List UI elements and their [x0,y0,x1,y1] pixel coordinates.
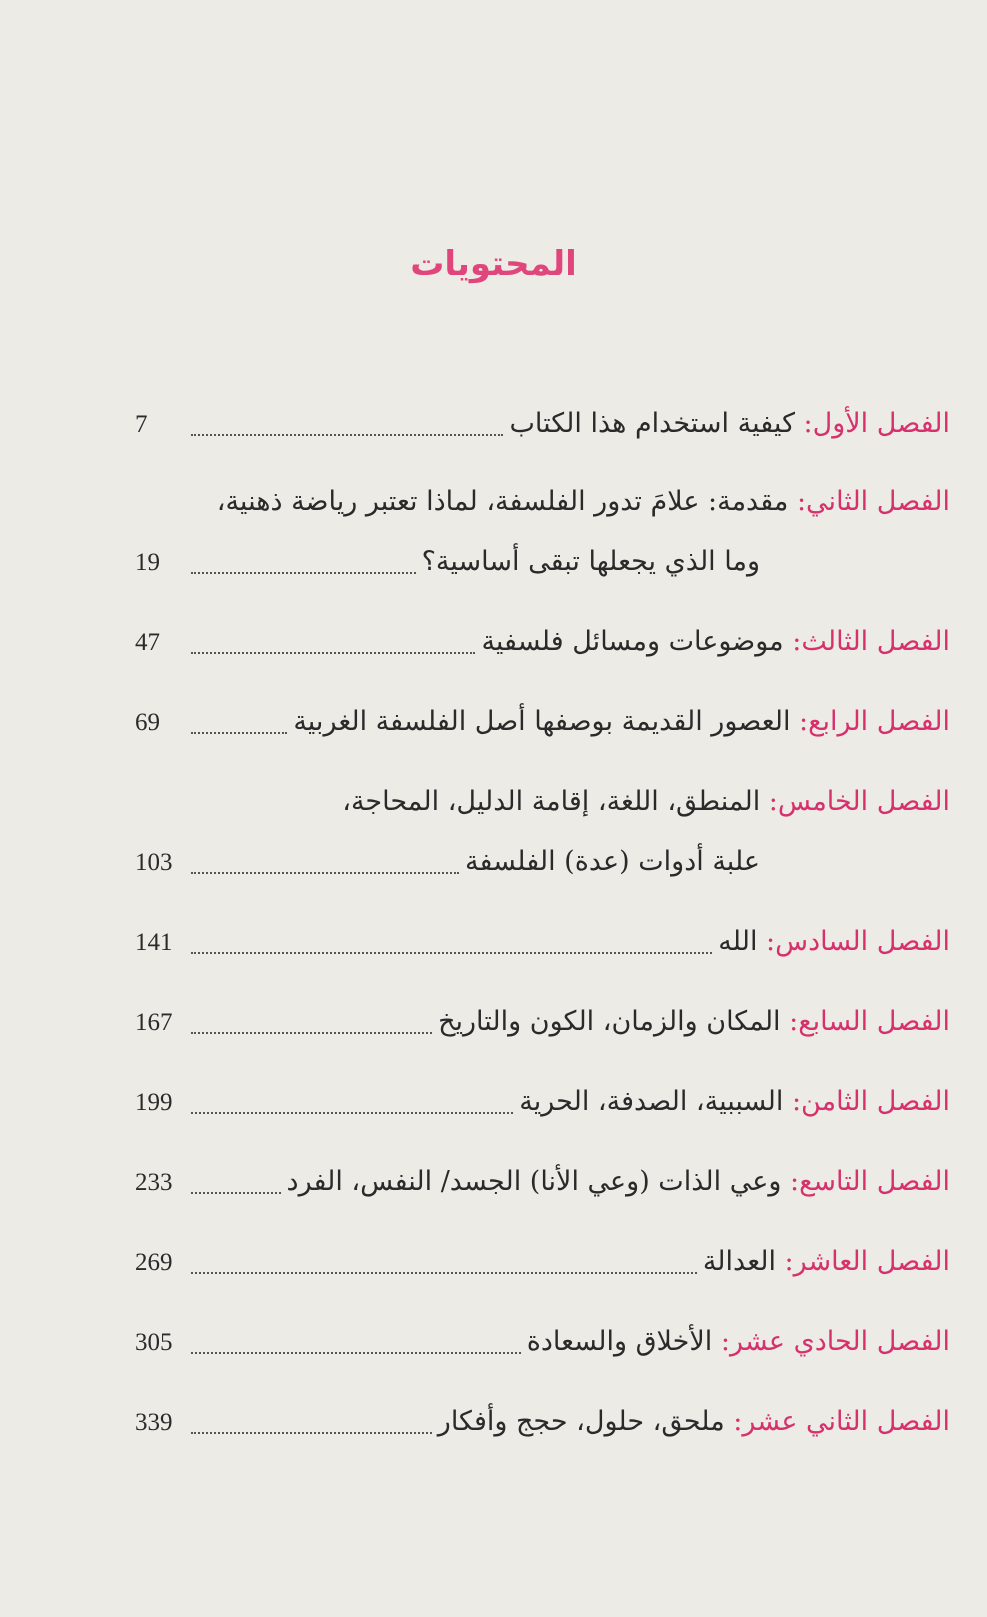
page-number: 103 [135,849,173,876]
chapter-title: العدالة [702,1246,776,1277]
dot-leader [191,1272,697,1274]
chapter-title: الله [718,926,758,957]
toc-entry-10[interactable]: 269 الفصل العاشر: العدالة [135,1238,950,1286]
chapter-title-continued: وما الذي يجعلها تبقى أساسية؟ [421,546,760,577]
page-number: 305 [135,1329,173,1356]
chapter-label: الفصل السادس [775,926,950,957]
page-number: 47 [135,629,160,656]
toc-entry-6[interactable]: 141 الفصل السادس: الله [135,918,950,966]
toc-entry-9[interactable]: 233 الفصل التاسع: وعي الذات (وعي الأنا) الجسد/ النفس، الفرد [135,1158,950,1206]
page-number: 233 [135,1169,173,1196]
toc-entry-4[interactable]: 69 الفصل الرابع: العصور القديمة بوصفها أصل الفلسفة الغربية [135,698,950,746]
chapter-title: موضوعات ومسائل فلسفية [481,626,784,657]
chapter-title: ملحق، حلول، حجج وأفكار [437,1406,725,1437]
page-number: 199 [135,1089,173,1116]
toc-entry-11[interactable]: 305 الفصل الحادي عشر: الأخلاق والسعادة [135,1318,950,1366]
chapter-label: الفصل الثالث [801,626,950,657]
toc-entry-1[interactable]: 7 الفصل الأول: كيفية استخدام هذا الكتاب [135,400,950,448]
chapter-title: المكان والزمان، الكون والتاريخ [438,1006,781,1037]
chapter-title: مقدمة: علامَ تدور الفلسفة، لماذا تعتبر رياضة ذهنية، [216,486,789,517]
dot-leader [191,1192,281,1194]
chapter-label: الفصل الثاني عشر [742,1406,950,1437]
page-number: 7 [135,411,148,438]
toc-entry-12[interactable]: 339 الفصل الثاني عشر: ملحق، حلول، حجج وأفكار [135,1398,950,1446]
toc-entry-3[interactable]: 47 الفصل الثالث: موضوعات ومسائل فلسفية [135,618,950,666]
dot-leader [191,572,416,574]
chapter-label: الفصل الأول [812,408,950,439]
dot-leader [191,652,475,654]
toc-entry-2[interactable]: الفصل الثاني: مقدمة: علامَ تدور الفلسفة، لماذا تعتبر رياضة ذهنية، 19 وما الذي يجعلها تبقى أساسية؟ [135,478,950,586]
toc-entry-5[interactable]: الفصل الخامس: المنطق، اللغة، إقامة الدليل، المحاجة، 103 علبة أدوات (عدة) الفلسفة [135,778,950,886]
chapter-label: الفصل الرابع [808,706,950,737]
toc-entry-8[interactable]: 199 الفصل الثامن: السببية، الصدفة، الحرية [135,1078,950,1126]
chapter-label: الفصل الخامس [777,786,950,817]
dot-leader [191,952,712,954]
dot-leader [191,1352,521,1354]
page-number: 69 [135,709,160,736]
chapter-title: كيفية استخدام هذا الكتاب [509,408,795,439]
chapter-label: الفصل التاسع [799,1166,950,1197]
chapter-label: الفصل العاشر [793,1246,950,1277]
toc-entry-7[interactable]: 167 الفصل السابع: المكان والزمان، الكون والتاريخ [135,998,950,1046]
dot-leader [191,732,287,734]
chapter-label: الفصل الثاني [806,486,950,517]
page-number: 269 [135,1249,173,1276]
chapter-label: الفصل السابع [798,1006,950,1037]
page-number: 141 [135,929,173,956]
dot-leader [191,872,459,874]
page-number: 19 [135,549,160,576]
dot-leader [191,1112,513,1114]
dot-leader [191,1032,432,1034]
chapter-title-continued: علبة أدوات (عدة) الفلسفة [465,846,760,877]
dot-leader [191,434,503,436]
chapter-label: الفصل الثامن [801,1086,950,1117]
page-title: المحتويات [410,244,577,284]
chapter-title: العصور القديمة بوصفها أصل الفلسفة الغربية [293,706,791,737]
chapter-title: المنطق، اللغة، إقامة الدليل، المحاجة، [342,786,761,817]
chapter-title: وعي الذات (وعي الأنا) الجسد/ النفس، الفرد [286,1166,782,1197]
chapter-label: الفصل الحادي عشر [729,1326,950,1357]
chapter-title: السببية، الصدفة، الحرية [519,1086,784,1117]
page-number: 167 [135,1009,173,1036]
page-number: 339 [135,1409,173,1436]
dot-leader [191,1432,432,1434]
chapter-title: الأخلاق والسعادة [526,1326,713,1357]
